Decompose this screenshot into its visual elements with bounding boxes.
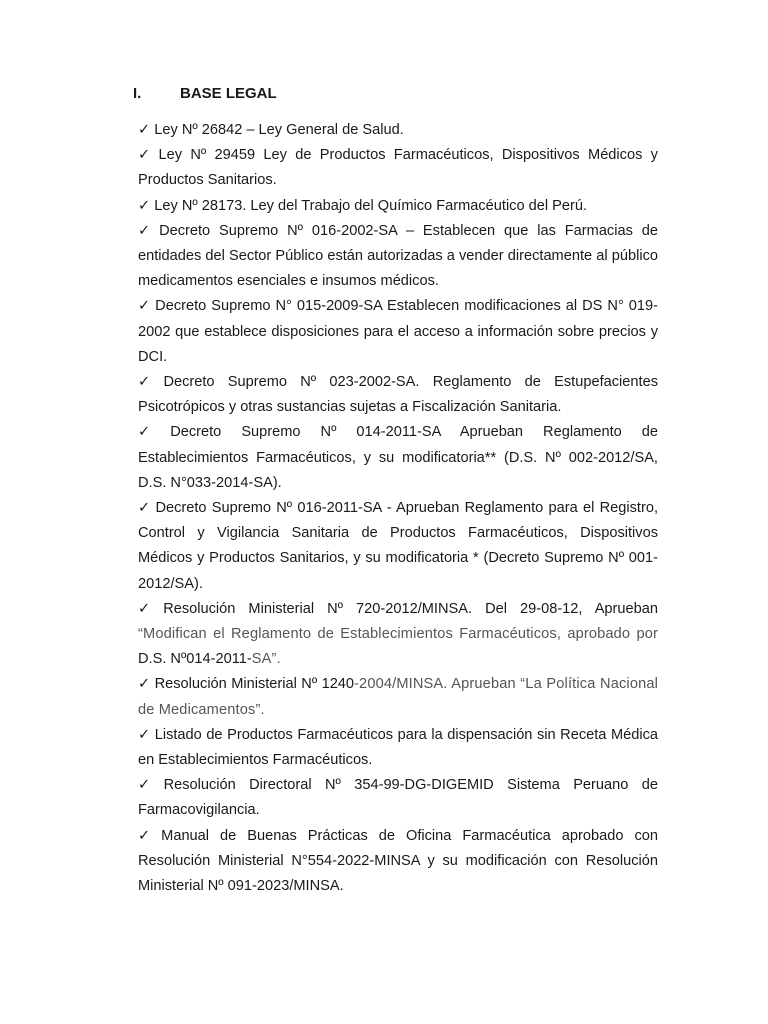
list-item xyxy=(138,118,658,143)
list-item xyxy=(138,496,658,597)
list-item xyxy=(138,143,658,193)
item-text: Decreto Supremo Nº 023-2002-SA. Reglamento de Estupefacientes Psicotrópicos y otras sustancias sujetas a Fiscalización Sanitaria. xyxy=(138,374,658,416)
item-text: Decreto Supremo Nº 016-2002-SA – Establecen que las Farmacias de entidades del Sector Público están autorizadas a vender directamente al público medicamentos esenciales e insumos médicos. xyxy=(138,222,658,290)
checkmark-icon: ✓ xyxy=(138,424,167,441)
section-heading xyxy=(133,84,277,104)
list-item xyxy=(138,219,658,295)
list-item xyxy=(138,420,658,496)
list-item xyxy=(138,370,658,420)
checkmark-icon: ✓ xyxy=(138,676,151,693)
item-text: Listado de Productos Farmacéuticos para la dispensación sin Receta Médica en Establecimientos Farmacéuticos. xyxy=(138,726,658,769)
checkmark-icon: ✓ xyxy=(138,600,160,617)
list-item xyxy=(138,672,658,722)
list-item xyxy=(138,723,658,773)
item-text: Ley Nº 29459 Ley de Productos Farmacéuticos, Dispositivos Médicos y Productos Sanitarios. xyxy=(138,147,658,189)
list-item xyxy=(138,773,658,823)
legal-basis-list xyxy=(138,118,658,899)
item-quote-text: -2004/MINSA. Aprueban “La Política Nacional de Medicamentos”. xyxy=(138,676,659,718)
list-item xyxy=(138,194,658,219)
list-item xyxy=(138,824,658,900)
item-text: Ley Nº 28173. Ley del Trabajo del Químico Farmacéutico del Perú. xyxy=(154,197,588,214)
item-text: Resolución Directoral Nº 354-99-DG-DIGEMID Sistema Peruano de Farmacovigilancia. xyxy=(138,777,658,819)
item-text: Decreto Supremo N° 015-2009-SA Establecen modificaciones al DS N° 019-2002 que establece disposiciones para el acceso a información sobre precios y DCI. xyxy=(138,298,658,365)
item-text: Manual de Buenas Prácticas de Oficina Farmacéutica aprobado con Resolución Ministerial N°554-2022-MINSA y su modificación con Resolución Ministerial Nº 091-2023/MINSA. xyxy=(138,827,658,895)
section-number: I. xyxy=(133,85,142,102)
checkmark-icon: ✓ xyxy=(138,197,151,214)
list-item xyxy=(138,294,658,370)
checkmark-icon: ✓ xyxy=(138,500,152,517)
section-title: BASE LEGAL xyxy=(180,85,277,102)
item-text: Decreto Supremo Nº 014-2011-SA Aprueban Reglamento de Establecimientos Farmacéuticos, y su modificatoria** (D.S. Nº 002-2012/SA, D.S. N°033-2014-SA). xyxy=(138,424,658,491)
item-text: Decreto Supremo Nº 016-2011-SA - Aprueban Reglamento para el Registro, Control y Vigilancia Sanitaria de Productos Farmacéuticos, Dispositivos Médicos y Productos Sanitarios, y su modificatoria * (Decreto Supremo Nº 001-2012/SA). xyxy=(138,500,658,592)
item-text: D.S. Nº014-2011- xyxy=(138,651,252,668)
item-text: Ley Nº 26842 – Ley General de Salud. xyxy=(154,122,404,138)
checkmark-icon: ✓ xyxy=(138,777,160,794)
checkmark-icon: ✓ xyxy=(138,147,155,164)
checkmark-icon: ✓ xyxy=(138,374,160,391)
item-quote-text: SA”. xyxy=(251,651,281,668)
item-text: Resolución Ministerial Nº 1240 xyxy=(154,676,355,693)
checkmark-icon: ✓ xyxy=(138,222,156,239)
list-item xyxy=(138,597,658,673)
checkmark-icon: ✓ xyxy=(138,122,151,138)
checkmark-icon: ✓ xyxy=(138,726,151,743)
checkmark-icon: ✓ xyxy=(138,298,152,315)
checkmark-icon: ✓ xyxy=(138,827,158,844)
item-text: Resolución Ministerial Nº 720-2012/MINSA. Del 29-08-12, Aprueban xyxy=(163,600,658,617)
item-quote-text: “Modifican el Reglamento de Establecimientos Farmacéuticos, aprobado por xyxy=(138,626,658,643)
